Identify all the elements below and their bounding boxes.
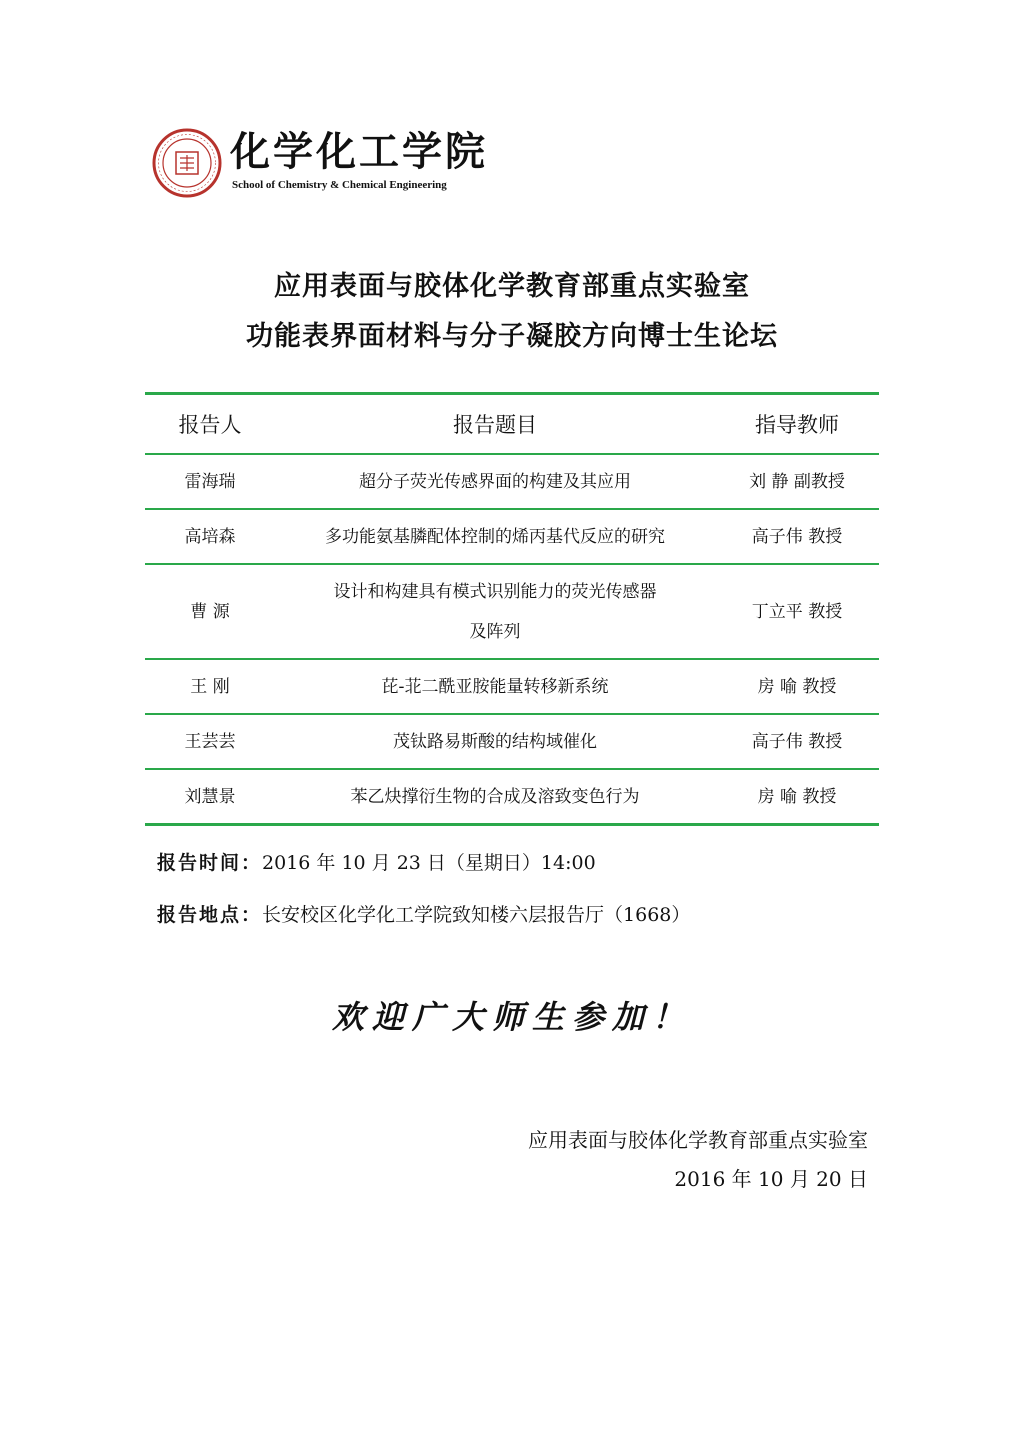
report-time (157, 848, 877, 875)
speaker-cell: 王 刚 (145, 659, 275, 714)
speaker-cell: 刘慧景 (145, 769, 275, 825)
advisor-cell: 高子伟 教授 (715, 509, 879, 564)
signature-organization: 应用表面与胶体化学教育部重点实验室 (528, 1128, 868, 1152)
report-time-label: 报告时间： (157, 852, 263, 874)
topic-cell: 茂钛路易斯酸的结构域催化 (275, 714, 715, 769)
school-name-english: School of Chemistry & Chemical Engineering (232, 179, 447, 191)
signature-date: 2016 年 10 月 20 日 (674, 1167, 868, 1191)
topic-cell (275, 564, 715, 659)
topic-cell: 芘-苝二酰亚胺能量转移新系统 (275, 659, 715, 714)
speaker-cell: 曹 源 (145, 564, 275, 659)
advisor-cell: 房 喻 教授 (715, 769, 879, 825)
speaker-cell: 王芸芸 (145, 714, 275, 769)
topic-line: 及阵列 (469, 621, 521, 642)
header-speaker: 报告人 (145, 394, 275, 455)
report-place-value: 长安校区化学化工学院致知楼六层报告厅（1668） (262, 904, 691, 926)
table-row (145, 714, 879, 769)
title-line-forum: 功能表界面材料与分子凝胶方向博士生论坛 (246, 321, 778, 352)
header-topic: 报告题目 (275, 394, 715, 455)
school-seal-icon (152, 128, 222, 198)
table-header-row (145, 394, 879, 455)
school-name-chinese: 化学化工学院 (230, 129, 488, 175)
topic-line: 设计和构建具有模式识别能力的荧光传感器 (333, 581, 657, 602)
speaker-cell: 高培森 (145, 509, 275, 564)
report-place-label: 报告地点： (157, 904, 263, 926)
speaker-cell: 雷海瑞 (145, 454, 275, 509)
advisor-cell: 房 喻 教授 (715, 659, 879, 714)
topic-cell: 超分子荧光传感界面的构建及其应用 (275, 454, 715, 509)
title-line-lab: 应用表面与胶体化学教育部重点实验室 (274, 271, 750, 302)
advisor-cell: 高子伟 教授 (715, 714, 879, 769)
table-row (145, 659, 879, 714)
header-advisor: 指导教师 (715, 394, 879, 455)
advisor-cell: 丁立平 教授 (715, 564, 879, 659)
topic-cell: 多功能氨基膦配体控制的烯丙基代反应的研究 (275, 509, 715, 564)
forum-title (0, 262, 1024, 362)
report-time-value: 2016 年 10 月 23 日（星期日）14:00 (262, 852, 596, 874)
welcome-message: 欢迎广大师生参加！ (331, 998, 692, 1036)
report-schedule-table (145, 392, 879, 826)
report-place (157, 900, 877, 927)
table-row (145, 769, 879, 825)
table-row (145, 454, 879, 509)
advisor-cell: 刘 静 副教授 (715, 454, 879, 509)
table-row (145, 509, 879, 564)
topic-cell: 苯乙炔撑衍生物的合成及溶致变色行为 (275, 769, 715, 825)
table-row (145, 564, 879, 659)
